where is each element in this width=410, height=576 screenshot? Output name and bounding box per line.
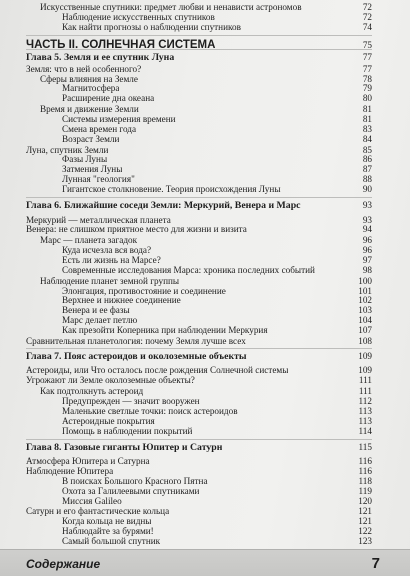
toc-entry-page: 114 [358, 426, 372, 436]
toc-entry-page: 84 [362, 134, 372, 144]
toc-entry-title: Искусственные спутники: предмет любви и ненависти астрономов [40, 2, 302, 12]
toc-entry [0, 93, 410, 104]
page-footer [0, 549, 410, 576]
toc-entry-title: Охота за Галилеевыми спутниками [62, 486, 200, 496]
toc-entry-title: Венера и ее фазы [62, 305, 130, 315]
toc-entry-page: 93 [362, 215, 372, 225]
toc-entry-page: 119 [358, 486, 372, 496]
chapter-divider [26, 348, 372, 349]
toc-entry-page: 120 [358, 496, 372, 506]
toc-entry-title: Смена времен года [62, 124, 137, 134]
toc-chapter-heading [0, 52, 410, 63]
toc-entry-page: 122 [358, 526, 372, 536]
toc-entry [0, 325, 410, 336]
toc-entry-title: Глава 6. Ближайшие соседи Земли: Меркурий, Венера и Марс [26, 200, 301, 211]
toc-entry-page: 104 [358, 315, 372, 325]
toc-entry-title: Возраст Земли [62, 134, 120, 144]
toc-entry-title: Как найти прогнозы о наблюдении спутников [62, 22, 241, 32]
toc-entry-page: 81 [362, 104, 372, 114]
toc-entry-title: Астероидные покрытия [62, 416, 155, 426]
toc-entry-page: 85 [362, 145, 372, 155]
toc-entry-page: 121 [358, 506, 372, 516]
toc-entry-title: Современные исследования Марса: хроника последних событий [62, 265, 315, 275]
toc-entry-title: Есть ли жизнь на Марсе? [62, 255, 161, 265]
toc-entry-title: Верхнее и нижнее соединение [62, 295, 181, 305]
chapter-divider [26, 49, 372, 50]
toc-entry-title: Миссия Galileo [62, 496, 122, 506]
toc-entry-page: 100 [358, 276, 372, 286]
toc-entry-page: 116 [358, 466, 372, 476]
toc-entry-page: 94 [362, 224, 372, 234]
toc-entry-page: 77 [362, 64, 372, 74]
toc-entry-page: 111 [358, 386, 372, 396]
toc-entry [0, 426, 410, 437]
toc-entry-page: 123 [358, 536, 372, 546]
toc-entry-page: 116 [358, 456, 372, 466]
toc-entry-title: Глава 8. Газовые гиганты Юпитер и Сатурн [26, 442, 223, 453]
toc-entry-page: 80 [362, 93, 372, 103]
toc-entry-page: 109 [358, 365, 372, 375]
toc-entry-page: 113 [358, 406, 372, 416]
toc-entry [0, 265, 410, 276]
chapter-divider [26, 35, 372, 36]
toc-entry-title: Как презойти Коперника при наблюдении Меркурия [62, 325, 268, 335]
toc-entry-title: Сатурн и его фантастические кольца [26, 506, 170, 516]
toc-entry-title: В поисках Большого Красного Пятна [62, 476, 208, 486]
toc-entry-title: Наблюдение искусственных спутников [62, 12, 215, 22]
toc-entry-page: 103 [358, 305, 372, 315]
toc-entry [0, 375, 410, 386]
toc-entry-title: Как подтолкнуть астероид [40, 386, 144, 396]
toc-entry-title: Маленькие светлые точки: поиск астероидов [62, 406, 238, 416]
toc-entry-page: 108 [358, 336, 372, 346]
toc-entry-page: 93 [362, 200, 372, 210]
toc-entry-title: Сравнительная планетология: почему Земля лучше всех [26, 336, 246, 346]
toc-entry-page: 101 [358, 286, 372, 296]
toc-entry-title: Астероиды, или Что осталось после рождения Солнечной системы [26, 365, 289, 375]
toc-entry-page: 88 [362, 174, 372, 184]
toc-entry-title: Помощь в наблюдении покрытий [62, 426, 193, 436]
toc-entry [0, 22, 410, 33]
toc-entry-title: Луна, спутник Земли [26, 145, 109, 155]
toc-entry-page: 72 [362, 2, 372, 12]
footer-section-label: Содержание [26, 557, 101, 571]
toc-entry-title: Расширение дна океана [62, 93, 155, 103]
toc-entry-page: 107 [358, 325, 372, 335]
toc-entry-title: Угрожают ли Земле околоземные объекты? [26, 375, 195, 385]
toc-entry-title: Системы измерения времени [62, 114, 176, 124]
toc-entry [0, 184, 410, 195]
toc-entry-title: Наблюдение планет земной группы [40, 276, 180, 286]
toc-entry [0, 224, 410, 235]
toc-entry-title: Марс — планета загадок [40, 235, 138, 245]
toc-entry-title: Элонгация, противостояние и соединение [62, 286, 226, 296]
toc-entry-title: Самый большой спутник [62, 536, 161, 546]
toc-entry-page: 112 [358, 396, 372, 406]
toc-entry-page: 79 [362, 83, 372, 93]
toc-entry-title: ЧАСТЬ II. СОЛНЕЧНАЯ СИСТЕМА [26, 39, 216, 51]
toc-entry-title: Затмения Луны [62, 164, 123, 174]
toc-entry-page: 86 [362, 154, 372, 164]
toc-entry-title: Магнитосфера [62, 83, 120, 93]
toc-entry-title: Когда кольца не видны [62, 516, 152, 526]
toc-entry-page: 121 [358, 516, 372, 526]
toc-entry-page: 77 [362, 52, 372, 62]
toc-entry-page: 118 [358, 476, 372, 486]
toc-entry-page: 87 [362, 164, 372, 174]
toc-entry-page: 72 [362, 12, 372, 22]
toc-entry-title: Предупрежден — значит вооружен [62, 396, 200, 406]
toc-entry-page: 96 [362, 235, 372, 245]
toc-entry-page: 74 [362, 22, 372, 32]
toc-entry-page: 78 [362, 74, 372, 84]
toc-chapter-heading [0, 200, 410, 211]
toc-entry-page: 75 [362, 40, 372, 50]
toc-entry-title: Глава 5. Земля и ее спутник Луна [26, 52, 175, 63]
toc-entry-page: 98 [362, 265, 372, 275]
toc-entry-title: Марс делает петлю [62, 315, 138, 325]
chapter-divider [26, 439, 372, 440]
toc-entry-title: Земля: что в ней особенного? [26, 64, 142, 74]
footer-page-number: 7 [371, 555, 380, 572]
toc-entry-page: 81 [362, 114, 372, 124]
toc-entry-page: 90 [362, 184, 372, 194]
toc-entry-title: Гигантское столкновение. Теория происхождения Луны [62, 184, 281, 194]
toc-entry-title: Время и движение Земли [40, 104, 139, 114]
toc-entry-title: Атмосфера Юпитера и Сатурна [26, 456, 150, 466]
toc-entry-page: 102 [358, 295, 372, 305]
toc-entry-page: 96 [362, 245, 372, 255]
toc-entry-title: Сферы влияния на Земле [40, 74, 138, 84]
toc-entry-page: 115 [358, 442, 372, 452]
toc-entry-page: 97 [362, 255, 372, 265]
toc-entry [0, 336, 410, 347]
toc-entry-title: Лунная "геология" [62, 174, 135, 184]
toc-entry [0, 134, 410, 145]
toc-entry-page: 111 [358, 375, 372, 385]
toc-entry-title: Фазы Луны [62, 154, 108, 164]
toc-entry-title: Наблюдение Юпитера [26, 466, 114, 476]
chapter-divider [26, 197, 372, 198]
toc-entry-page: 109 [358, 351, 372, 361]
toc-entry-title: Меркурий — металлическая планета [26, 215, 171, 225]
toc-entry-page: 113 [358, 416, 372, 426]
toc-entry-title: Наблюдайте за бурями! [62, 526, 154, 536]
toc-entry-title: Куда исчезла вся вода? [62, 245, 152, 255]
toc-entry [0, 536, 410, 547]
toc-entry-page: 83 [362, 124, 372, 134]
toc-chapter-heading [0, 351, 410, 362]
toc-entry-title: Венера: не слишком приятное место для жизни и визита [26, 224, 247, 234]
toc-entry-title: Глава 7. Пояс астероидов и околоземные объекты [26, 351, 247, 362]
toc-chapter-heading [0, 442, 410, 453]
